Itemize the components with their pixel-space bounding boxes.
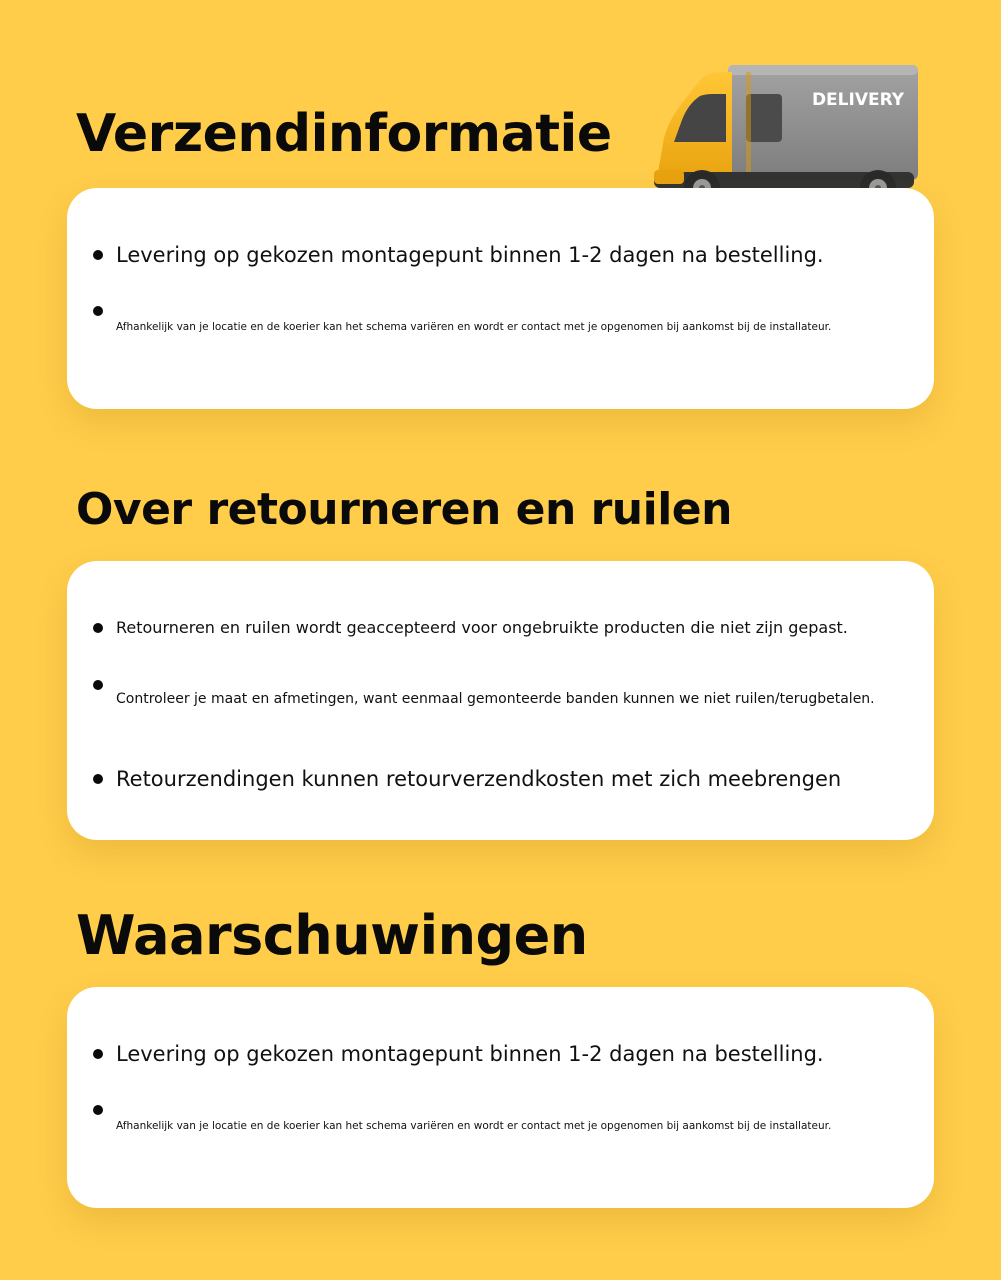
section-title-returns: Over retourneren en ruilen	[76, 484, 732, 535]
list-item-text: Controleer je maat en afmetingen, want eenmaal gemonteerde banden kunnen we niet ruilen/terugbetalen.	[116, 691, 875, 707]
list-item-text: Levering op gekozen montagepunt binnen 1-2 dagen na bestelling.	[116, 243, 824, 267]
section-title-shipping: Verzendinformatie	[76, 104, 612, 164]
bullet-icon	[93, 774, 103, 784]
list-item	[93, 1119, 914, 1133]
section-title-warnings: Waarschuwingen	[76, 904, 588, 967]
list-item-text: Retourneren en ruilen wordt geaccepteerd voor ongebruikte producten die niet zijn gepast.	[116, 618, 848, 637]
list-item	[93, 616, 914, 640]
bullet-icon	[93, 623, 103, 633]
warnings-card	[67, 987, 934, 1208]
list-item-text: Retourzendingen kunnen retourverzendkosten met zich meebrengen	[116, 767, 842, 791]
list-item	[93, 764, 914, 794]
bullet-icon	[93, 306, 103, 316]
list-item	[93, 1039, 914, 1069]
returns-card	[67, 561, 934, 840]
bullet-icon	[93, 1105, 103, 1115]
list-item	[93, 688, 914, 710]
truck-label: DELIVERY	[811, 90, 905, 110]
shipping-info-card	[67, 188, 934, 409]
bullet-icon	[93, 1049, 103, 1059]
list-item-text: Afhankelijk van je locatie en de koerier kan het schema variëren en wordt er contact met je opgenomen bij aankomst bij de installateur.	[116, 1120, 832, 1132]
list-item	[93, 240, 914, 270]
bullet-icon	[93, 250, 103, 260]
list-item-text: Afhankelijk van je locatie en de koerier kan het schema variëren en wordt er contact met je opgenomen bij aankomst bij de installateur.	[116, 321, 832, 333]
bullet-icon	[93, 680, 103, 690]
list-item	[93, 320, 914, 334]
list-item-text: Levering op gekozen montagepunt binnen 1-2 dagen na bestelling.	[116, 1042, 824, 1066]
